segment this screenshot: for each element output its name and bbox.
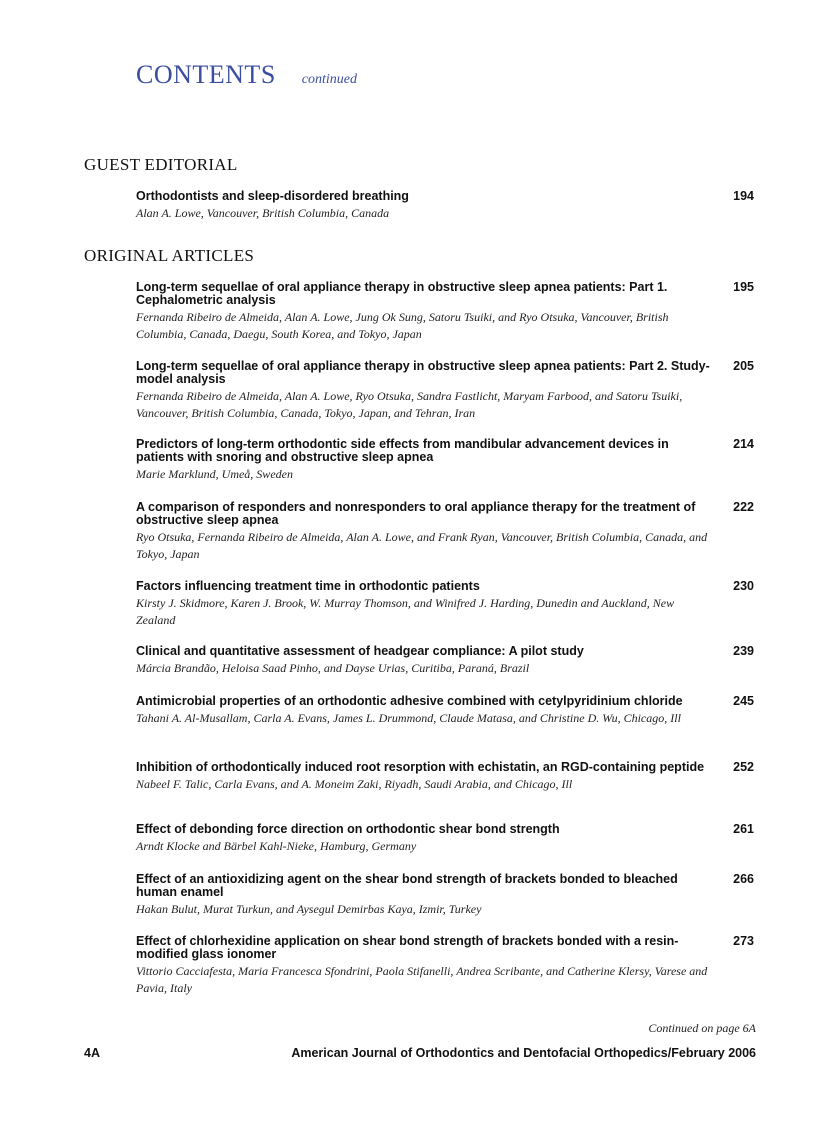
toc-entry[interactable] [136,873,756,918]
section-heading-guest-editorial: GUEST EDITORIAL [84,155,238,174]
contents-header [136,60,357,90]
toc-entry[interactable] [136,580,756,629]
page-number[interactable]: 195 [733,280,754,294]
page-number[interactable]: 266 [733,872,754,886]
toc-entry[interactable] [136,501,756,563]
article-authors: Fernanda Ribeiro de Almeida, Alan A. Lowe, Ryo Otsuka, Sandra Fastlicht, Maryam Farbood, and Satoru Tsuiki, Vancouver, British Columbia, Canada, Tokyo, Japan, and Tehran, Iran [136,389,683,420]
page-subtitle: continued [301,72,357,87]
footer-page-label: 4A [84,1046,100,1060]
section-heading-original-articles: ORIGINAL ARTICLES [84,246,255,265]
article-authors: Márcia Brandão, Heloisa Saad Pinho, and Dayse Urias, Curitiba, Paraná, Brazil [136,661,530,675]
article-authors: Marie Marklund, Umeå, Sweden [136,467,293,481]
article-authors: Tahani A. Al-Musallam, Carla A. Evans, James L. Drummond, Claude Matasa, and Christine D. Wu, Chicago, Ill [136,711,681,725]
page-number[interactable]: 273 [733,934,754,948]
toc-entry[interactable] [136,360,756,422]
article-authors: Vittorio Cacciafesta, Maria Francesca Sfondrini, Paola Stifanelli, Andrea Scribante, and Catherine Klersy, Varese and Pavia, Italy [136,964,708,995]
page-number[interactable]: 205 [733,359,754,373]
article-authors: Alan A. Lowe, Vancouver, British Columbia, Canada [136,206,390,220]
article-authors: Nabeel F. Talic, Carla Evans, and A. Moneim Zaki, Riyadh, Saudi Arabia, and Chicago, Ill [136,777,573,791]
footer-journal-name: American Journal of Orthodontics and Dentofacial Orthopedics/February 2006 [291,1046,756,1060]
toc-entry[interactable] [136,695,756,727]
article-title[interactable]: Factors influencing treatment time in orthodontic patients [136,579,480,593]
article-authors: Ryo Otsuka, Fernanda Ribeiro de Almeida, Alan A. Lowe, and Frank Ryan, Vancouver, British Columbia, Canada, and Tokyo, Japan [136,530,708,561]
article-title[interactable]: Long-term sequellae of oral appliance therapy in obstructive sleep apnea patients: Part 2. Study-model analysis [136,359,710,386]
toc-entry[interactable] [136,761,756,793]
article-authors: Arndt Klocke and Bärbel Kahl-Nieke, Hamburg, Germany [136,839,417,853]
toc-entry[interactable] [136,438,756,483]
toc-entry[interactable] [136,645,756,677]
article-title[interactable]: Antimicrobial properties of an orthodontic adhesive combined with cetylpyridinium chloride [136,694,683,708]
article-title[interactable]: Effect of chlorhexidine application on shear bond strength of brackets bonded with a resin-modified glass ionomer [136,934,679,961]
article-title[interactable]: Long-term sequellae of oral appliance therapy in obstructive sleep apnea patients: Part 1. Cephalometric analysis [136,280,668,307]
article-title[interactable]: Clinical and quantitative assessment of headgear compliance: A pilot study [136,644,584,658]
page-number[interactable]: 222 [733,500,754,514]
article-authors: Kirsty J. Skidmore, Karen J. Brook, W. Murray Thomson, and Winifred J. Harding, Dunedin and Auckland, New Zealand [136,596,675,627]
article-title[interactable]: Effect of debonding force direction on orthodontic shear bond strength [136,822,560,836]
page-number[interactable]: 230 [733,579,754,593]
toc-entry[interactable] [136,190,756,222]
article-authors: Hakan Bulut, Murat Turkun, and Aysegul Demirbas Kaya, Izmir, Turkey [136,902,482,916]
article-authors: Fernanda Ribeiro de Almeida, Alan A. Lowe, Jung Ok Sung, Satoru Tsuiki, and Ryo Otsuka, Vancouver, British Columbia, Canada, Daegu, South Korea, and Tokyo, Japan [136,310,669,341]
article-title[interactable]: Inhibition of orthodontically induced root resorption with echistatin, an RGD-containing peptide [136,760,705,774]
page-number[interactable]: 194 [733,189,754,203]
toc-entry[interactable] [136,935,756,997]
toc-entry[interactable] [136,823,756,855]
article-title[interactable]: A comparison of responders and nonresponders to oral appliance therapy for the treatment of obstructive sleep apnea [136,500,696,527]
toc-entry[interactable] [136,281,756,343]
page-number[interactable]: 252 [733,760,754,774]
page-number[interactable]: 214 [733,437,754,451]
article-title[interactable]: Orthodontists and sleep-disordered breathing [136,189,409,203]
article-title[interactable]: Effect of an antioxidizing agent on the shear bond strength of brackets bonded to bleached human enamel [136,872,678,899]
page-number[interactable]: 245 [733,694,754,708]
continued-note: Continued on page 6A [648,1021,756,1035]
page-number[interactable]: 261 [733,822,754,836]
page-title: CONTENTS [136,60,276,89]
page-number[interactable]: 239 [733,644,754,658]
article-title[interactable]: Predictors of long-term orthodontic side effects from mandibular advancement devices in patients with snoring and obstructive sleep apnea [136,437,669,464]
